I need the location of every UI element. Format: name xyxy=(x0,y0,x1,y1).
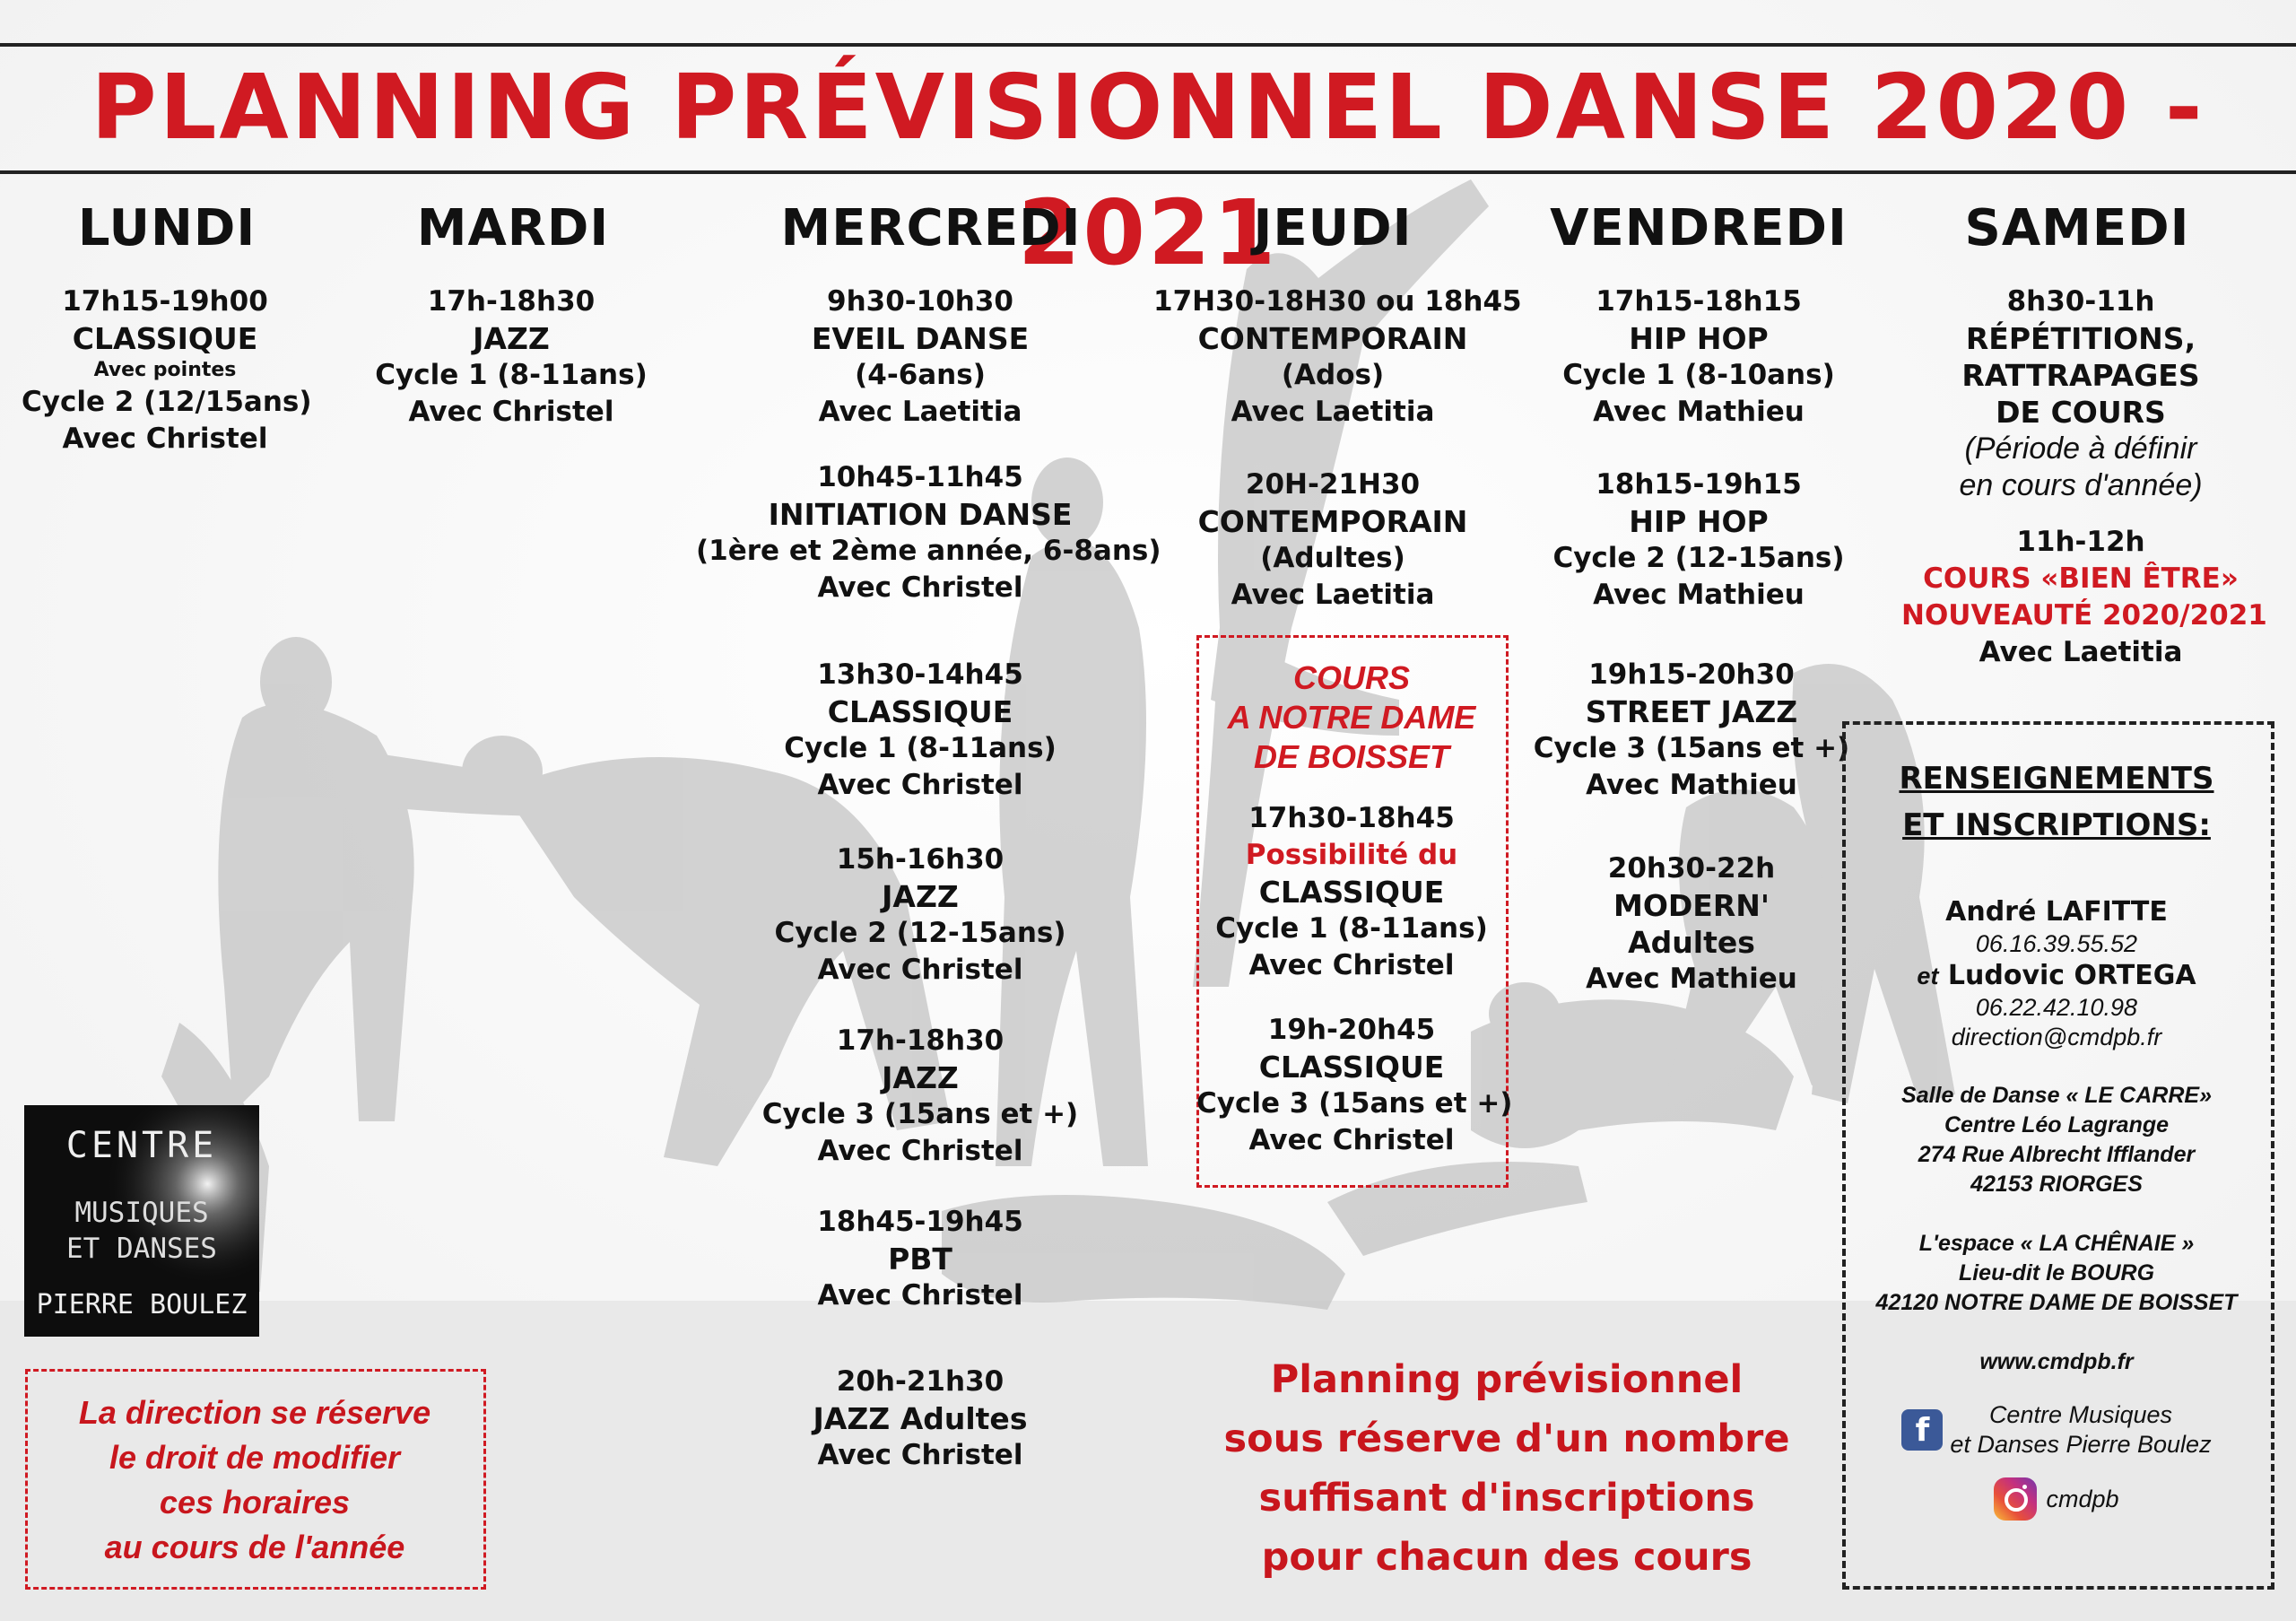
class-time: 10h45-11h45 xyxy=(817,461,1023,493)
class-name: CLASSIQUE xyxy=(1258,875,1445,910)
class-block-vendredi-3 xyxy=(1512,657,1871,804)
class-level: Cycle 1 (8-11ans) xyxy=(784,732,1057,764)
class-time: 18h45-19h45 xyxy=(817,1206,1023,1238)
class-name: JAZZ Adultes xyxy=(813,1401,1028,1436)
class-teacher: Avec Christel xyxy=(817,954,1023,986)
class-name-line2: NOUVEAUTÉ 2020/2021 xyxy=(1901,599,2267,632)
footnote-line3: suffisant d'inscriptions xyxy=(1258,1476,1755,1521)
class-level: Adultes xyxy=(1628,925,1755,960)
class-name: HIP HOP xyxy=(1629,504,1769,539)
footnote-line4: pour chacun des cours xyxy=(1261,1535,1752,1580)
class-time: 9h30-10h30 xyxy=(827,285,1013,318)
day-header-jeudi: JEUDI xyxy=(1253,199,1413,257)
day-header-mercredi: MERCREDI xyxy=(780,199,1082,257)
class-note-line2: en cours d'année) xyxy=(1959,468,2203,502)
class-time: 15h-16h30 xyxy=(836,843,1004,876)
class-name: CLASSIQUE xyxy=(827,694,1013,729)
class-teacher: Avec Laetitia xyxy=(1231,396,1435,428)
day-header-mardi: MARDI xyxy=(416,199,610,257)
logo-line-musiques-text: MUSIQUES xyxy=(74,1197,209,1229)
class-block-vendredi-1 xyxy=(1519,283,1878,431)
class-name-line2: RATTRAPAGES xyxy=(1961,358,2200,393)
class-level: (1ère et 2ème année, 6-8ans) xyxy=(696,535,1161,567)
centre-musiques-danses-logo xyxy=(24,1105,259,1337)
class-teacher: Avec Laetitia xyxy=(818,396,1022,428)
warning-line4: au cours de l'année xyxy=(104,1529,405,1565)
facebook-label-line2: et Danses Pierre Boulez xyxy=(1950,1431,2212,1458)
class-teacher: Avec Mathieu xyxy=(1586,963,1797,995)
logo-line-musiques xyxy=(24,1195,259,1267)
logo-line-pierre-boulez: PIERRE BOULEZ xyxy=(36,1289,248,1320)
class-block-jeudi-2 xyxy=(1153,466,1512,614)
warning-line3: ces horaires xyxy=(159,1484,351,1521)
facebook-label-line1: Centre Musiques xyxy=(1988,1401,2173,1428)
class-name: MODERN' xyxy=(1613,888,1770,923)
class-time: 8h30-11h xyxy=(2006,285,2155,318)
class-level: (Ados) xyxy=(1281,359,1385,391)
class-time: 20H-21H30 xyxy=(1245,468,1421,501)
instagram-handle: cmdpb xyxy=(2046,1485,2119,1512)
class-name: PBT xyxy=(888,1242,952,1277)
instagram-icon xyxy=(1994,1477,2037,1521)
logo-line-danses-text: ET DANSES xyxy=(66,1233,217,1265)
class-teacher: Avec Christel xyxy=(817,1135,1023,1167)
class-name: CLASSIQUE xyxy=(72,321,258,356)
venue2-line2: Lieu-dit le BOURG xyxy=(1958,1260,2155,1285)
class-name: JAZZ xyxy=(882,879,959,914)
class-name: JAZZ xyxy=(473,321,550,356)
facebook-link[interactable] xyxy=(1846,1400,2267,1460)
class-name: INITIATION DANSE xyxy=(768,497,1073,532)
class-time: 20h30-22h xyxy=(1607,852,1776,885)
class-teacher: Avec Christel xyxy=(408,396,614,428)
class-teacher: Avec Mathieu xyxy=(1593,396,1805,428)
class-block-samedi-1 xyxy=(1901,283,2260,504)
venue1-line4: 42153 RIORGES xyxy=(1970,1172,2143,1197)
class-time: 17h15-18h15 xyxy=(1596,285,1802,318)
class-name: CONTEMPORAIN xyxy=(1197,504,1468,539)
class-time: 11h-12h xyxy=(2016,526,2145,558)
warning-line2: le droit de modifier xyxy=(109,1439,401,1476)
venue2-line3: 42120 NOTRE DAME DE BOISSET xyxy=(1875,1290,2238,1315)
class-time: 19h-20h45 xyxy=(1267,1014,1436,1046)
instagram-link[interactable] xyxy=(1846,1477,2267,1521)
class-block-jeudi-1 xyxy=(1153,283,1522,431)
logo-line-centre: CENTRE xyxy=(65,1125,218,1166)
class-name-line1: COURS «BIEN ÊTRE» xyxy=(1923,562,2239,595)
venue1-line2: Centre Léo Lagrange xyxy=(1944,1112,2170,1137)
class-block-mercredi-4 xyxy=(741,841,1100,989)
day-header-lundi: LUNDI xyxy=(77,199,257,257)
boisset-heading-line2: A NOTRE DAME xyxy=(1227,699,1476,736)
contact-heading-line2: ET INSCRIPTIONS: xyxy=(1902,807,2211,843)
facebook-label xyxy=(1950,1400,2211,1460)
class-time: 18h15-19h15 xyxy=(1596,468,1802,501)
class-block-samedi-2 xyxy=(1901,524,2267,671)
class-level: Cycle 1 (8-11ans) xyxy=(1215,912,1488,945)
contact-phone-2[interactable]: 06.22.42.10.98 xyxy=(1975,994,2138,1021)
venue1-line1: Salle de Danse « LE CARRE» xyxy=(1901,1083,2212,1108)
class-level: Cycle 3 (15ans et +) xyxy=(1533,732,1850,764)
class-time: 20h-21h30 xyxy=(836,1365,1004,1398)
contact-email-link[interactable]: direction@cmdpb.fr xyxy=(1951,1024,2162,1050)
boisset-heading-line1: COURS xyxy=(1292,659,1410,696)
class-name: EVEIL DANSE xyxy=(811,321,1030,356)
contact-phone-1[interactable]: 06.16.39.55.52 xyxy=(1975,930,2138,957)
class-teacher: Avec Laetitia xyxy=(1231,579,1435,611)
class-name: JAZZ xyxy=(882,1060,959,1095)
footnote-line1: Planning prévisionnel xyxy=(1270,1357,1744,1402)
page-title: PLANNING PRÉVISIONNEL DANSE 2020 - 2021 xyxy=(91,55,2205,285)
notre-dame-boisset-heading xyxy=(1196,658,1507,777)
class-teacher: Avec Christel xyxy=(817,769,1023,801)
class-teacher: Avec Christel xyxy=(1248,1124,1455,1156)
class-time: 13h30-14h45 xyxy=(817,658,1023,691)
class-block-jeudi-boisset-1 xyxy=(1196,800,1507,984)
class-note: Avec pointes xyxy=(93,359,237,381)
contact-person-1: André LAFITTE xyxy=(1945,896,2168,928)
class-time: 17h30-18h45 xyxy=(1248,802,1455,834)
day-header-samedi: SAMEDI xyxy=(1964,199,2190,257)
class-level: Cycle 1 (8-10ans) xyxy=(1562,359,1835,391)
venue1-line3: 274 Rue Albrecht Ifflander xyxy=(1918,1142,2196,1167)
class-teacher: Avec Christel xyxy=(62,423,268,455)
class-time: 19h15-20h30 xyxy=(1588,658,1795,691)
class-level: Cycle 2 (12/15ans) xyxy=(22,386,312,418)
contact-person-2: Ludovic ORTEGA xyxy=(1947,960,2196,991)
class-level: (4-6ans) xyxy=(855,359,986,391)
class-teacher: Avec Laetitia xyxy=(1979,636,2183,668)
contact-heading-line1: RENSEIGNEMENTS xyxy=(1899,761,2214,797)
class-name: STREET JAZZ xyxy=(1585,694,1798,729)
class-block-mercredi-2 xyxy=(696,459,1161,606)
class-teacher: Avec Mathieu xyxy=(1586,769,1797,801)
class-teacher: Avec Mathieu xyxy=(1593,579,1805,611)
class-block-mercredi-6 xyxy=(741,1204,1100,1314)
class-block-vendredi-4 xyxy=(1512,850,1871,998)
warning-line1: La direction se réserve xyxy=(78,1394,431,1431)
class-name-line1: RÉPÉTITIONS, xyxy=(1965,321,2196,356)
facebook-icon: f xyxy=(1901,1409,1943,1451)
class-level: Cycle 2 (12-15ans) xyxy=(1552,542,1845,574)
class-level: Cycle 3 (15ans et +) xyxy=(761,1098,1079,1130)
class-block-vendredi-2 xyxy=(1519,466,1878,614)
class-name: CONTEMPORAIN xyxy=(1197,321,1468,356)
class-name: CLASSIQUE xyxy=(1258,1050,1445,1085)
class-teacher: Avec Christel xyxy=(1248,949,1455,981)
class-teacher: Avec Christel xyxy=(817,571,1023,604)
day-header-vendredi: VENDREDI xyxy=(1550,199,1848,257)
class-block-mercredi-5 xyxy=(741,1023,1100,1170)
class-teacher: Avec Christel xyxy=(817,1279,1023,1312)
schedule-change-warning xyxy=(25,1390,484,1570)
class-level: (Adultes) xyxy=(1260,542,1405,574)
class-time: 17h-18h30 xyxy=(427,285,596,318)
class-block-jeudi-boisset-2 xyxy=(1196,1012,1513,1159)
class-block-lundi-1 xyxy=(22,283,312,458)
class-teacher: Avec Christel xyxy=(817,1439,1023,1471)
venue2-line1: L'espace « LA CHÊNAIE » xyxy=(1918,1231,2195,1256)
class-name: HIP HOP xyxy=(1629,321,1769,356)
class-time: 17h15-19h00 xyxy=(62,285,268,318)
class-level: Cycle 2 (12-15ans) xyxy=(774,917,1066,949)
class-level: Cycle 3 (15ans et +) xyxy=(1196,1087,1513,1120)
class-name-line3: DE COURS xyxy=(1996,395,2166,430)
boisset-heading-line3: DE BOISSET xyxy=(1253,738,1450,775)
website-link[interactable]: www.cmdpb.fr xyxy=(1979,1349,2134,1374)
contact-et: et xyxy=(1917,963,1939,989)
class-block-mardi-1 xyxy=(368,283,655,431)
class-time: 17h-18h30 xyxy=(836,1024,1004,1057)
class-block-mercredi-7 xyxy=(741,1364,1100,1474)
provisional-planning-footnote xyxy=(1184,1350,1830,1587)
class-note: Possibilité du xyxy=(1245,839,1458,871)
class-note-line1: (Période à définir xyxy=(1964,431,2197,466)
class-block-mercredi-3 xyxy=(741,657,1100,804)
class-block-mercredi-1 xyxy=(741,283,1100,431)
class-time: 17H30-18H30 ou 18h45 xyxy=(1153,285,1522,318)
footnote-line2: sous réserve d'un nombre xyxy=(1223,1416,1790,1461)
contact-info xyxy=(1846,755,2267,1521)
class-level: Cycle 1 (8-11ans) xyxy=(375,359,648,391)
